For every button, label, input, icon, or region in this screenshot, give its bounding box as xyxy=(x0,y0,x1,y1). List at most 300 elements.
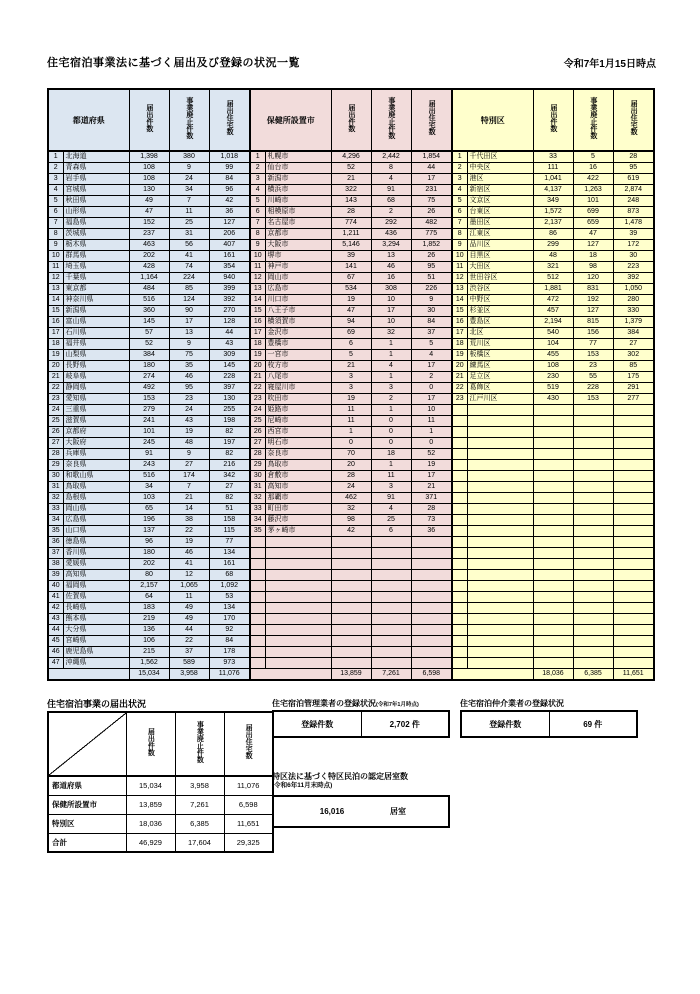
table-row xyxy=(48,493,654,504)
cell-value xyxy=(371,658,411,669)
cell-value: 384 xyxy=(129,350,169,361)
area-name: 寝屋川市 xyxy=(265,383,331,394)
row-number: 20 xyxy=(48,361,63,372)
row-number: 27 xyxy=(48,438,63,449)
area-name: 八王子市 xyxy=(265,306,331,317)
row-number: 22 xyxy=(452,383,467,394)
row-number xyxy=(250,592,265,603)
area-name xyxy=(265,625,331,636)
area-name: 中野区 xyxy=(467,295,533,306)
area-name: 滋賀県 xyxy=(63,416,129,427)
table-row xyxy=(48,174,654,185)
cell-value: 101 xyxy=(573,196,613,207)
row-number: 11 xyxy=(48,262,63,273)
cell-value: 37 xyxy=(169,647,209,658)
table-row xyxy=(48,647,654,658)
row-number: 29 xyxy=(250,460,265,471)
cell-value xyxy=(371,581,411,592)
cell-value: 540 xyxy=(533,328,573,339)
area-name xyxy=(467,581,533,592)
cell-value: 16 xyxy=(371,273,411,284)
total-label xyxy=(250,669,331,681)
cell-value: 3 xyxy=(371,383,411,394)
cell-value: 75 xyxy=(411,196,452,207)
table-row xyxy=(48,207,654,218)
cell-value: 183 xyxy=(129,603,169,614)
header-discontinued: 事業廃止件数 xyxy=(169,89,209,151)
tokku-certified-rooms-subtitle: (令和6年11月末時点) xyxy=(272,781,333,789)
cell-value: 19 xyxy=(331,394,371,405)
cell-value: 35 xyxy=(169,361,209,372)
cell-value: 67 xyxy=(331,273,371,284)
area-name: 京都府 xyxy=(63,427,129,438)
row-number: 6 xyxy=(452,207,467,218)
row-number xyxy=(452,504,467,515)
row-number xyxy=(250,603,265,614)
cell-value: 1,854 xyxy=(411,151,452,163)
area-name: 吹田市 xyxy=(265,394,331,405)
row-number: 13 xyxy=(48,284,63,295)
table-row xyxy=(48,603,654,614)
cell-value: 4 xyxy=(411,350,452,361)
cell-value xyxy=(331,603,371,614)
cell-value: 6 xyxy=(371,526,411,537)
summary-cell-value: 18,036 xyxy=(126,814,175,833)
cell-value xyxy=(331,636,371,647)
cell-value: 111 xyxy=(533,163,573,174)
summary-table xyxy=(47,711,274,853)
row-number xyxy=(452,625,467,636)
area-name: 秋田県 xyxy=(63,196,129,207)
summary-row xyxy=(48,814,273,833)
area-name: 川口市 xyxy=(265,295,331,306)
cell-value: 36 xyxy=(411,526,452,537)
total-value: 11,076 xyxy=(209,669,250,681)
cell-value: 9 xyxy=(169,163,209,174)
total-value: 6,598 xyxy=(411,669,452,681)
cell-value: 145 xyxy=(129,317,169,328)
row-number xyxy=(452,548,467,559)
row-number xyxy=(452,482,467,493)
cell-value: 17 xyxy=(411,174,452,185)
area-name: 北区 xyxy=(467,328,533,339)
area-name xyxy=(467,570,533,581)
cell-value: 47 xyxy=(331,306,371,317)
row-number: 10 xyxy=(48,251,63,262)
cell-value: 24 xyxy=(169,174,209,185)
cell-value xyxy=(573,460,613,471)
row-number xyxy=(250,548,265,559)
area-name xyxy=(265,592,331,603)
row-number: 3 xyxy=(48,174,63,185)
cell-value: 26 xyxy=(411,207,452,218)
cell-value: 44 xyxy=(169,625,209,636)
row-number: 32 xyxy=(48,493,63,504)
cell-value: 1 xyxy=(411,427,452,438)
certified-rooms-value: 16,016 xyxy=(319,807,345,816)
area-name: 長崎県 xyxy=(63,603,129,614)
area-name xyxy=(467,460,533,471)
diagonal-header-cell xyxy=(48,712,126,776)
row-number xyxy=(250,647,265,658)
cell-value xyxy=(613,504,654,515)
cell-value: 302 xyxy=(613,350,654,361)
table-row xyxy=(48,339,654,350)
row-number: 42 xyxy=(48,603,63,614)
cell-value: 56 xyxy=(169,240,209,251)
area-name: 山梨県 xyxy=(63,350,129,361)
cell-value: 392 xyxy=(209,295,250,306)
cell-value: 108 xyxy=(533,361,573,372)
cell-value: 462 xyxy=(331,493,371,504)
cell-value xyxy=(331,559,371,570)
cell-value: 28 xyxy=(331,207,371,218)
row-number: 23 xyxy=(250,394,265,405)
area-name: 石川県 xyxy=(63,328,129,339)
cell-value: 308 xyxy=(371,284,411,295)
cell-value: 103 xyxy=(129,493,169,504)
area-name: 新潟県 xyxy=(63,306,129,317)
summary-row-label: 保健所設置市 xyxy=(48,795,126,814)
cell-value: 68 xyxy=(371,196,411,207)
header-notifications: 届出件数 xyxy=(533,89,573,151)
cell-value xyxy=(613,537,654,548)
area-name: 栃木県 xyxy=(63,240,129,251)
cell-value: 161 xyxy=(209,251,250,262)
table-row xyxy=(48,317,654,328)
cell-value: 106 xyxy=(129,636,169,647)
total-value: 7,261 xyxy=(371,669,411,681)
area-name: 愛媛県 xyxy=(63,559,129,570)
area-name xyxy=(467,438,533,449)
area-name: 一宮市 xyxy=(265,350,331,361)
area-name: 荒川区 xyxy=(467,339,533,350)
cell-value xyxy=(573,515,613,526)
cell-value xyxy=(533,460,573,471)
cell-value xyxy=(573,658,613,669)
cell-value xyxy=(411,581,452,592)
cell-value: 21 xyxy=(411,482,452,493)
cell-value: 51 xyxy=(411,273,452,284)
cell-value: 84 xyxy=(209,174,250,185)
cell-value xyxy=(613,460,654,471)
cell-value: 17 xyxy=(411,361,452,372)
row-number: 35 xyxy=(48,526,63,537)
row-number: 19 xyxy=(48,350,63,361)
area-name: 川崎市 xyxy=(265,196,331,207)
cell-value: 19 xyxy=(411,460,452,471)
cell-value: 161 xyxy=(209,559,250,570)
row-number: 31 xyxy=(48,482,63,493)
cell-value: 145 xyxy=(209,361,250,372)
row-number: 15 xyxy=(452,306,467,317)
cell-value: 9 xyxy=(411,295,452,306)
cell-value: 153 xyxy=(573,394,613,405)
row-number: 36 xyxy=(48,537,63,548)
area-name xyxy=(467,482,533,493)
cell-value: 25 xyxy=(169,218,209,229)
cell-value xyxy=(533,548,573,559)
area-name: 豊橋市 xyxy=(265,339,331,350)
area-name: 仙台市 xyxy=(265,163,331,174)
cell-value xyxy=(371,625,411,636)
area-name: 長野県 xyxy=(63,361,129,372)
cell-value xyxy=(573,427,613,438)
area-name: 愛知県 xyxy=(63,394,129,405)
cell-value xyxy=(533,515,573,526)
cell-value: 21 xyxy=(169,493,209,504)
cell-value xyxy=(613,559,654,570)
area-name: 江戸川区 xyxy=(467,394,533,405)
area-name: 杉並区 xyxy=(467,306,533,317)
row-number: 13 xyxy=(452,284,467,295)
cell-value: 330 xyxy=(613,306,654,317)
row-number: 5 xyxy=(250,196,265,207)
area-name: 高知県 xyxy=(63,570,129,581)
row-number: 3 xyxy=(452,174,467,185)
cell-value: 22 xyxy=(169,526,209,537)
row-number: 7 xyxy=(452,218,467,229)
cell-value: 170 xyxy=(209,614,250,625)
cell-value: 49 xyxy=(129,196,169,207)
cell-value xyxy=(411,548,452,559)
cell-value xyxy=(371,603,411,614)
cell-value: 6 xyxy=(331,339,371,350)
cell-value: 153 xyxy=(129,394,169,405)
cell-value: 158 xyxy=(209,515,250,526)
cell-value: 10 xyxy=(371,317,411,328)
cell-value: 134 xyxy=(209,603,250,614)
area-name: 新潟市 xyxy=(265,174,331,185)
cell-value: 8 xyxy=(371,163,411,174)
cell-value: 589 xyxy=(169,658,209,669)
cell-value xyxy=(533,427,573,438)
row-number: 12 xyxy=(452,273,467,284)
cell-value: 11 xyxy=(169,207,209,218)
cell-value: 124 xyxy=(169,295,209,306)
area-name: 宮城県 xyxy=(63,185,129,196)
cell-value xyxy=(533,559,573,570)
cell-value: 47 xyxy=(129,207,169,218)
cell-value: 17 xyxy=(411,394,452,405)
cell-value xyxy=(613,658,654,669)
row-number xyxy=(250,658,265,669)
cell-value: 48 xyxy=(169,438,209,449)
area-name: 那覇市 xyxy=(265,493,331,504)
cell-value: 4,296 xyxy=(331,151,371,163)
area-name: 鳥取県 xyxy=(63,482,129,493)
header-special-ward: 特別区 xyxy=(452,89,533,151)
cell-value: 407 xyxy=(209,240,250,251)
management-registration-box xyxy=(272,710,450,738)
cell-value: 32 xyxy=(331,504,371,515)
cell-value: 84 xyxy=(209,636,250,647)
area-name: 世田谷区 xyxy=(467,273,533,284)
cell-value xyxy=(411,658,452,669)
broker-registration-box xyxy=(460,710,638,738)
row-number: 17 xyxy=(452,328,467,339)
cell-value: 5 xyxy=(573,151,613,163)
cell-value: 31 xyxy=(169,229,209,240)
row-number: 38 xyxy=(48,559,63,570)
area-name: 港区 xyxy=(467,174,533,185)
area-name: 福島県 xyxy=(63,218,129,229)
cell-value: 21 xyxy=(331,361,371,372)
row-number: 23 xyxy=(452,394,467,405)
cell-value: 28 xyxy=(613,151,654,163)
cell-value: 274 xyxy=(129,372,169,383)
row-number xyxy=(452,405,467,416)
table-row xyxy=(48,416,654,427)
row-number xyxy=(452,438,467,449)
table-row xyxy=(48,449,654,460)
area-name: 横須賀市 xyxy=(265,317,331,328)
table-row xyxy=(48,273,654,284)
area-name: 茨城県 xyxy=(63,229,129,240)
row-number xyxy=(452,636,467,647)
cell-value xyxy=(573,592,613,603)
cell-value: 206 xyxy=(209,229,250,240)
cell-value: 82 xyxy=(209,449,250,460)
header-prefecture: 都道府県 xyxy=(48,89,129,151)
area-name: 大田区 xyxy=(467,262,533,273)
cell-value: 82 xyxy=(209,493,250,504)
area-name: 新宿区 xyxy=(467,185,533,196)
area-name xyxy=(467,636,533,647)
cell-value: 57 xyxy=(129,328,169,339)
cell-value: 1,881 xyxy=(533,284,573,295)
cell-value: 219 xyxy=(129,614,169,625)
cell-value: 2,157 xyxy=(129,581,169,592)
cell-value: 228 xyxy=(209,372,250,383)
cell-value xyxy=(533,592,573,603)
table-row xyxy=(48,196,654,207)
cell-value: 134 xyxy=(209,548,250,559)
area-name: 練馬区 xyxy=(467,361,533,372)
total-value: 6,385 xyxy=(573,669,613,681)
cell-value xyxy=(613,471,654,482)
cell-value: 279 xyxy=(129,405,169,416)
area-name: 香川県 xyxy=(63,548,129,559)
total-label xyxy=(452,669,533,681)
area-name: 明石市 xyxy=(265,438,331,449)
row-number: 46 xyxy=(48,647,63,658)
area-name: 金沢市 xyxy=(265,328,331,339)
registration-count-label: 登録件数 xyxy=(274,712,362,736)
cell-value: 136 xyxy=(129,625,169,636)
cell-value xyxy=(573,625,613,636)
row-number: 16 xyxy=(452,317,467,328)
area-name: 熊本県 xyxy=(63,614,129,625)
cell-value xyxy=(371,548,411,559)
cell-value: 47 xyxy=(573,229,613,240)
area-name: 鳥取市 xyxy=(265,460,331,471)
cell-value xyxy=(613,570,654,581)
management-registration-note: (令和7年1月時点) xyxy=(376,702,419,708)
row-number: 22 xyxy=(250,383,265,394)
cell-value xyxy=(331,537,371,548)
cell-value: 5,146 xyxy=(331,240,371,251)
cell-value: 98 xyxy=(331,515,371,526)
row-number: 8 xyxy=(48,229,63,240)
cell-value: 95 xyxy=(613,163,654,174)
cell-value: 75 xyxy=(169,350,209,361)
summary-cell-value: 11,651 xyxy=(224,814,273,833)
cell-value: 457 xyxy=(533,306,573,317)
row-number: 39 xyxy=(48,570,63,581)
row-number xyxy=(250,570,265,581)
row-number: 20 xyxy=(452,361,467,372)
area-name: 奈良県 xyxy=(63,460,129,471)
area-name: 札幌市 xyxy=(265,151,331,163)
main-table-body xyxy=(48,151,654,680)
cell-value: 0 xyxy=(331,438,371,449)
cell-value: 815 xyxy=(573,317,613,328)
area-name: 鹿児島県 xyxy=(63,647,129,658)
cell-value: 9 xyxy=(169,449,209,460)
row-number: 35 xyxy=(250,526,265,537)
area-name xyxy=(467,614,533,625)
cell-value: 120 xyxy=(573,273,613,284)
area-name: 東京都 xyxy=(63,284,129,295)
cell-value: 37 xyxy=(411,328,452,339)
cell-value: 141 xyxy=(331,262,371,273)
cell-value: 1,852 xyxy=(411,240,452,251)
area-name: 福岡県 xyxy=(63,581,129,592)
cell-value: 699 xyxy=(573,207,613,218)
table-row xyxy=(48,427,654,438)
cell-value: 322 xyxy=(331,185,371,196)
cell-value: 463 xyxy=(129,240,169,251)
row-number xyxy=(452,526,467,537)
area-name: 目黒区 xyxy=(467,251,533,262)
row-number xyxy=(452,449,467,460)
cell-value: 5 xyxy=(331,350,371,361)
cell-value: 831 xyxy=(573,284,613,295)
cell-value xyxy=(613,482,654,493)
cell-value xyxy=(613,614,654,625)
row-number xyxy=(452,570,467,581)
page-title: 住宅宿泊事業法に基づく届出及び登録の状況一覧 xyxy=(47,57,300,69)
cell-value: 91 xyxy=(129,449,169,460)
table-row xyxy=(48,262,654,273)
registration-count-value: 69 件 xyxy=(583,719,603,729)
area-name: 兵庫県 xyxy=(63,449,129,460)
row-number: 47 xyxy=(48,658,63,669)
area-name: 宮崎県 xyxy=(63,636,129,647)
area-name xyxy=(467,625,533,636)
table-row xyxy=(48,240,654,251)
cell-value: 973 xyxy=(209,658,250,669)
cell-value: 95 xyxy=(411,262,452,273)
cell-value: 422 xyxy=(573,174,613,185)
cell-value: 482 xyxy=(411,218,452,229)
cell-value xyxy=(371,559,411,570)
cell-value: 224 xyxy=(169,273,209,284)
cell-value xyxy=(411,636,452,647)
cell-value: 237 xyxy=(129,229,169,240)
cell-value: 455 xyxy=(533,350,573,361)
cell-value xyxy=(371,592,411,603)
cell-value: 436 xyxy=(371,229,411,240)
row-number: 30 xyxy=(48,471,63,482)
cell-value: 245 xyxy=(129,438,169,449)
cell-value: 10 xyxy=(411,405,452,416)
cell-value: 1 xyxy=(371,460,411,471)
cell-value: 230 xyxy=(533,372,573,383)
header-city: 保健所設置市 xyxy=(250,89,331,151)
row-number: 32 xyxy=(250,493,265,504)
